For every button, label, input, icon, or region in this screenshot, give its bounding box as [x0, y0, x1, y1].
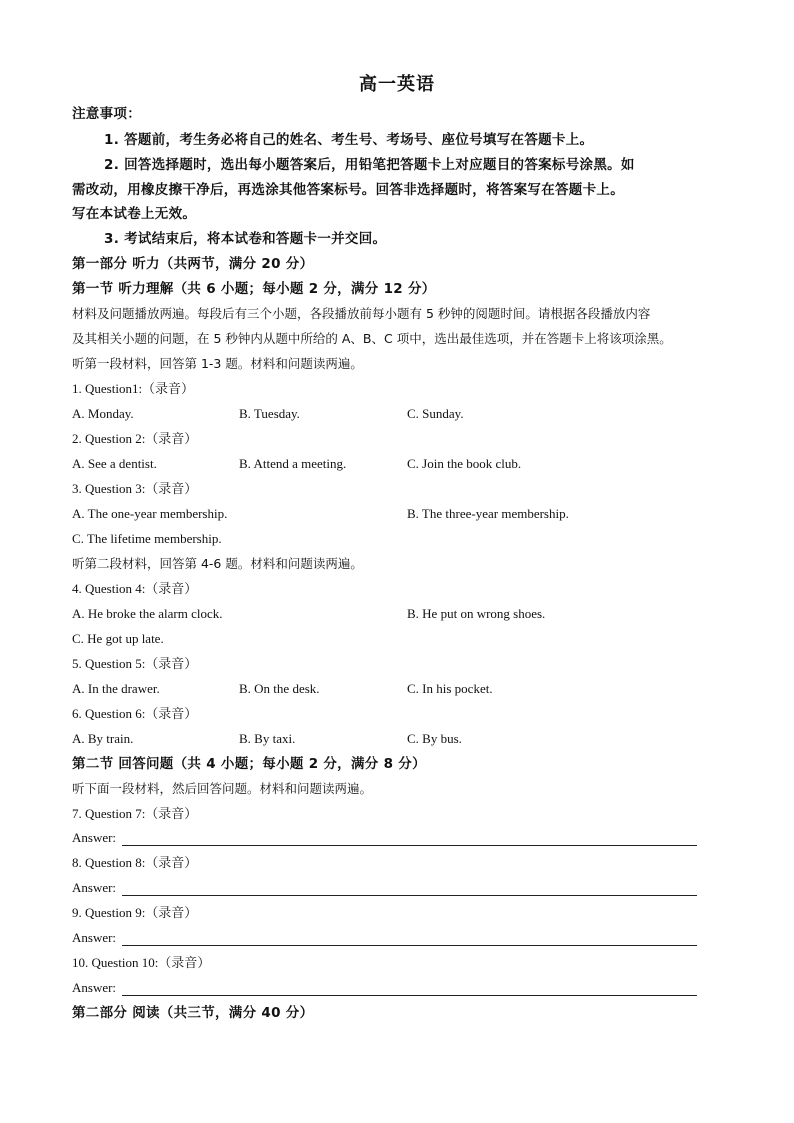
section2-instructions: 听下面一段材料，然后回答问题。材料和问题读两遍。: [72, 781, 373, 796]
question-10-stem: 10. Question 10:（录音）: [72, 955, 211, 970]
part2-heading: 第二部分 阅读（共三节，满分 40 分）: [72, 1005, 314, 1021]
question-3-option-a: A. The one-year membership.: [72, 506, 228, 521]
question-9-stem: 9. Question 9:（录音）: [72, 905, 198, 920]
material-2-instruction: 听第二段材料，回答第 4-6 题。材料和问题读两遍。: [72, 556, 363, 571]
question-1-option-c: C. Sunday.: [407, 406, 464, 421]
notice-item-2-line-2: 需改动，用橡皮擦干净后，再选涂其他答案标号。回答非选择题时，将答案写在答题卡上。: [72, 182, 624, 198]
question-2-option-c: C. Join the book club.: [407, 456, 522, 471]
section1-heading: 第一节 听力理解（共 6 小题；每小题 2 分，满分 12 分）: [72, 281, 436, 297]
question-7-stem: 7. Question 7:（录音）: [72, 806, 198, 821]
question-6-option-b: B. By taxi.: [239, 731, 296, 746]
question-7-answer-label: Answer:: [72, 830, 117, 845]
question-5-option-b: B. On the desk.: [239, 681, 320, 696]
question-1-option-a: A. Monday.: [72, 406, 134, 421]
notice-item-2-line-3: 写在本试卷上无效。: [72, 206, 197, 222]
question-4-stem: 4. Question 4:（录音）: [72, 581, 198, 596]
notice-item-1: 1. 答题前，考生务必将自己的姓名、考生号、考场号、座位号填写在答题卡上。: [104, 132, 594, 148]
section1-instructions-line-2: 及其相关小题的问题，在 5 秒钟内从题中所给的 A、B、C 项中，选出最佳选项，并在答题卡上将该项涂黑。: [72, 331, 672, 346]
notice-item-3: 3. 考试结束后，将本试卷和答题卡一并交回。: [104, 231, 387, 247]
question-4-option-a: A. He broke the alarm clock.: [72, 606, 223, 621]
notice-heading: 注意事项：: [72, 106, 141, 122]
question-10-answer-label: Answer:: [72, 980, 117, 995]
question-2-stem: 2. Question 2:（录音）: [72, 431, 198, 446]
question-6-option-c: C. By bus.: [407, 731, 462, 746]
page-title: 高一英语: [359, 74, 435, 95]
question-4-option-b: B. He put on wrong shoes.: [407, 606, 546, 621]
question-3-stem: 3. Question 3:（录音）: [72, 481, 198, 496]
question-6-stem: 6. Question 6:（录音）: [72, 706, 198, 721]
part1-heading: 第一部分 听力（共两节，满分 20 分）: [72, 256, 314, 272]
question-9-answer-label: Answer:: [72, 930, 117, 945]
question-5-option-c: C. In his pocket.: [407, 681, 493, 696]
question-1-stem: 1. Question1:（录音）: [72, 381, 195, 396]
question-7-answer-line: [122, 845, 697, 846]
question-8-answer-line: [122, 895, 697, 896]
section2-heading: 第二节 回答问题（共 4 小题；每小题 2 分，满分 8 分）: [72, 756, 426, 772]
question-10-answer-line: [122, 995, 697, 996]
question-1-option-b: B. Tuesday.: [239, 406, 300, 421]
question-9-answer-line: [122, 945, 697, 946]
question-6-option-a: A. By train.: [72, 731, 134, 746]
question-8-answer-label: Answer:: [72, 880, 117, 895]
question-2-option-a: A. See a dentist.: [72, 456, 157, 471]
material-1-instruction: 听第一段材料，回答第 1-3 题。材料和问题读两遍。: [72, 356, 363, 371]
question-3-option-b: B. The three-year membership.: [407, 506, 569, 521]
notice-item-2-line-1: 2. 回答选择题时，选出每小题答案后，用铅笔把答题卡上对应题目的答案标号涂黑。如: [104, 157, 635, 173]
question-5-stem: 5. Question 5:（录音）: [72, 656, 198, 671]
section1-instructions-line-1: 材料及问题播放两遍。每段后有三个小题，各段播放前每小题有 5 秒钟的阅题时间。请根据各段播放内容: [72, 306, 651, 321]
question-4-option-c: C. He got up late.: [72, 631, 164, 646]
question-5-option-a: A. In the drawer.: [72, 681, 160, 696]
question-2-option-b: B. Attend a meeting.: [239, 456, 347, 471]
question-8-stem: 8. Question 8:（录音）: [72, 855, 198, 870]
question-3-option-c: C. The lifetime membership.: [72, 531, 222, 546]
